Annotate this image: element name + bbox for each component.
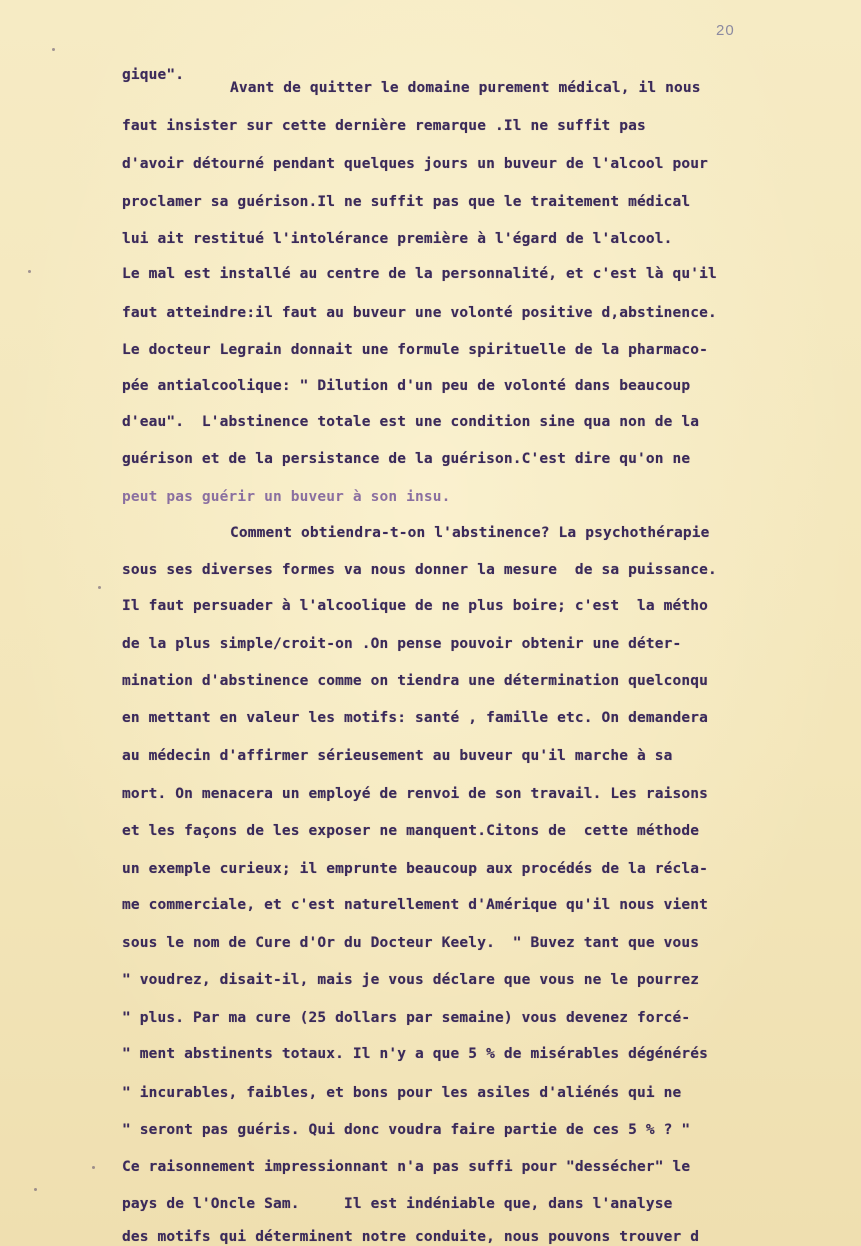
text-line: " ment abstinents totaux. Il n'y a que 5 % de misérables dégénérés [122,1046,709,1062]
text-line: Le mal est installé au centre de la personnalité, et c'est là qu'il [122,266,717,282]
text-line: " plus. Par ma cure (25 dollars par semaine) vous devenez forcé- [122,1010,691,1026]
text-line: de la plus simple/croit-on .On pense pouvoir obtenir une déter- [122,636,682,652]
paper-speck [92,1166,95,1169]
text-line: " seront pas guéris. Qui donc voudra faire partie de ces 5 % ? " [122,1122,691,1138]
paper-speck [98,586,101,589]
paper-speck [28,270,31,273]
text-line: mort. On menacera un employé de renvoi de son travail. Les raisons [122,786,709,802]
text-line: au médecin d'affirmer sérieusement au buveur qu'il marche à sa [122,748,673,764]
text-line: en mettant en valeur les motifs: santé , famille etc. On demandera [122,710,709,726]
text-line: un exemple curieux; il emprunte beaucoup aux procédés de la récla- [122,861,709,877]
text-line: pée antialcoolique: " Dilution d'un peu de volonté dans beaucoup [122,378,691,394]
text-line: pays de l'Oncle Sam. Il est indéniable que, dans l'analyse [122,1196,673,1212]
text-line: " voudrez, disait-il, mais je vous déclare que vous ne le pourrez [122,972,700,988]
paper-speck [34,1188,37,1191]
text-line: d'avoir détourné pendant quelques jours un buveur de l'alcool pour [122,156,709,172]
text-line: lui ait restitué l'intolérance première à l'égard de l'alcool. [122,231,673,247]
text-line: guérison et de la persistance de la guérison.C'est dire qu'on ne [122,451,691,467]
text-line: sous ses diverses formes va nous donner la mesure de sa puissance. [122,562,717,578]
text-line: proclamer sa guérison.Il ne suffit pas que le traitement médical [122,194,691,210]
paper-speck [52,48,55,51]
text-line: Avant de quitter le domaine purement médical, il nous [230,80,701,96]
text-line: me commerciale, et c'est naturellement d'Amérique qu'il nous vient [122,897,709,913]
text-line: " incurables, faibles, et bons pour les asiles d'aliénés qui ne [122,1085,682,1101]
text-line: Le docteur Legrain donnait une formule spirituelle de la pharmaco- [122,342,709,358]
text-line: peut pas guérir un buveur à son insu. [122,489,451,505]
text-line: faut insister sur cette dernière remarque .Il ne suffit pas [122,118,646,134]
text-line: des motifs qui déterminent notre conduite, nous pouvons trouver d [122,1229,700,1245]
text-line: sous le nom de Cure d'Or du Docteur Keely. " Buvez tant que vous [122,935,700,951]
text-line: faut atteindre:il faut au buveur une volonté positive d,abstinence. [122,305,717,321]
text-line: Ce raisonnement impressionnant n'a pas suffi pour "dessécher" le [122,1159,691,1175]
text-line: d'eau". L'abstinence totale est une condition sine qua non de la [122,414,700,430]
text-line: Comment obtiendra-t-on l'abstinence? La psychothérapie [230,525,710,541]
text-line: et les façons de les exposer ne manquent.Citons de cette méthode [122,823,700,839]
text-line: gique". [122,67,185,83]
page-number: 20 [716,22,735,39]
text-line: Il faut persuader à l'alcoolique de ne plus boire; c'est la métho [122,598,709,614]
text-line: mination d'abstinence comme on tiendra une détermination quelconqu [122,673,709,689]
